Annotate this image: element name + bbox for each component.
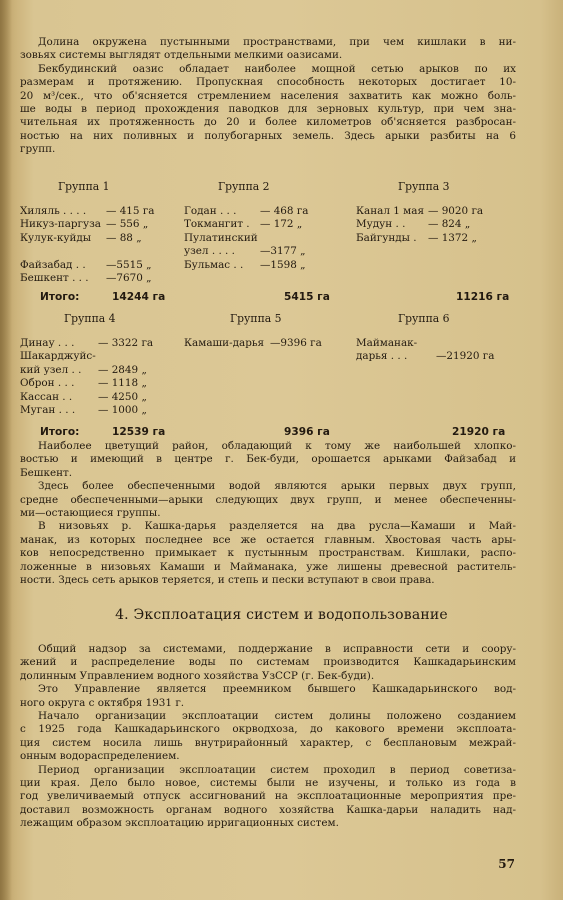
canal-area: — 3322 га [98, 337, 154, 349]
group-5-title: Группа 5 [230, 312, 282, 325]
canal-area: —21920 га [436, 350, 495, 363]
group-2-title: Группа 2 [218, 180, 270, 193]
canal-name: Майманак- [356, 337, 418, 349]
canal-area: — 1372 „ [428, 231, 477, 244]
canal-area: —9396 га [270, 337, 322, 349]
text-line: Это Управление является преемником бывшего Кашкадарьинского вод- [38, 683, 516, 696]
text-line: востью и имеющий в центре г. Бек-буди, орошается арыками Файзабад и [20, 453, 516, 466]
canal-name: Байгунды . [356, 231, 417, 244]
page-binding-shadow [0, 0, 12, 900]
canal-row [20, 364, 153, 377]
canal-area: — 1000 „ [98, 403, 147, 416]
canal-row [356, 232, 483, 245]
text-line: ного округа с октября 1931 г. [20, 696, 185, 709]
canal-row [356, 350, 494, 363]
page-number: 57 [498, 857, 515, 871]
group-4-list [20, 337, 153, 417]
canal-row [20, 218, 154, 231]
text-line: Общий надзор за системами, поддержание в исправности сети и соору- [38, 643, 516, 655]
canal-area: — 415 га [106, 205, 155, 217]
canal-name: Камаши-дарья [184, 337, 265, 349]
group-5-list [184, 337, 322, 350]
text-line: В низовьях р. Кашка-дарья разделяется на два русла—Камаши и Май- [38, 520, 516, 533]
group-2-total: 5415 га [284, 291, 330, 303]
group-5-total: 9396 га [284, 426, 330, 438]
canal-name: Пулатинский [184, 231, 258, 244]
canal-name: дарья . . . [356, 350, 408, 363]
paragraph-bottom [20, 643, 516, 831]
text-line: ция систем носила лишь внутрирайонный характер, с бесплановым межрай- [20, 736, 516, 749]
canal-area: — 468 га [260, 205, 309, 217]
group-3-total: 11216 га [456, 291, 510, 303]
text-line: чительная их протяженность до 20 и более километров об'ясняется разбросан- [20, 116, 516, 129]
canal-row [20, 391, 153, 404]
text-line: долинным Управлением водного хозяйства УзССР (г. Бек-буди). [20, 669, 375, 682]
canal-name: узел . . . . [184, 245, 235, 258]
text-line: онным водораспределением. [20, 750, 180, 763]
canal-area: — 1118 „ [98, 377, 147, 390]
group-1-total: 14244 га [112, 291, 166, 303]
group-6-list [356, 337, 494, 364]
canal-area: —5515 „ [106, 258, 152, 271]
canal-area: — 4250 „ [98, 390, 147, 403]
text-line: Долина окружена пустынными пространствами, при чем кишлаки в ни- [38, 36, 516, 48]
text-line: Начало организации эксплоатации систем долины положено созданием [38, 710, 516, 723]
canal-area: — 9020 га [428, 205, 484, 217]
canal-row [20, 232, 154, 245]
canal-area: — 2849 „ [98, 363, 147, 376]
paragraph-top [20, 36, 516, 157]
text-line: Наиболее цветущий район, обладающий к тому же наибольшей хлопко- [38, 440, 516, 452]
text-line: доставил возможность органам водного хозяйства Кашка-дарьи наладить над- [20, 803, 516, 816]
canal-area: —1598 „ [260, 258, 306, 271]
canal-name: Бешкент . . . [20, 271, 89, 284]
text-line: ми—остающиеся группы. [20, 507, 161, 520]
text-line: ложенные в низовьях Камаши и Майманака, уже лишены древесной раститель- [20, 560, 516, 573]
group-6-total: 21920 га [452, 426, 506, 438]
canal-row [184, 205, 308, 218]
canal-name: Канал 1 мая [356, 205, 425, 217]
canal-row [184, 232, 308, 245]
text-line: жений и распределение воды по системам производится Кашкадарьинским [20, 656, 516, 669]
text-line: манак, из которых последнее все же остается главным. Хвостовая часть ары- [20, 533, 516, 546]
canal-name: Шакарджуйс- [20, 350, 96, 363]
canal-area: —3177 „ [260, 245, 306, 258]
canal-name: Никуз-паргуза [20, 218, 101, 231]
text-line: Здесь более обеспеченными водой являются арыки первых двух групп, [38, 480, 516, 493]
canal-row [20, 245, 154, 258]
canal-name: Годан . . . [184, 205, 237, 217]
canal-area: — 556 „ [106, 218, 149, 231]
canal-area: — 824 „ [428, 218, 471, 231]
canal-row [356, 218, 483, 231]
text-line: ности. Здесь сеть арыков теряется, и степь и пески вступают в свои права. [20, 574, 435, 587]
canal-row [20, 337, 153, 350]
canal-row [356, 205, 483, 218]
canal-name: Кулук-куйды [20, 231, 92, 244]
paragraph-middle [20, 440, 516, 587]
canal-area: — 88 „ [106, 231, 142, 244]
canal-row [20, 404, 153, 417]
canal-area: —7670 „ [106, 271, 152, 284]
canal-row [20, 259, 154, 272]
canal-row [356, 337, 494, 350]
text-line: средне обеспеченными—арыки следующих двух групп, и менее обеспеченны- [20, 493, 516, 506]
group-1-total-label: Итого: [40, 291, 80, 303]
canal-row [20, 377, 153, 390]
text-line: лежащим образом эксплоатацию ирригационных систем. [20, 817, 339, 830]
text-line: Бекбудинский оазис обладает наиболее мощной сетью арыков по их [38, 62, 516, 75]
text-line: Период организации эксплоатации систем проходил в период советиза- [38, 763, 516, 776]
group-4-total: 12539 га [112, 426, 166, 438]
text-line: ностью на них поливных и полубогарных земель. Здесь арыки разбиты на 6 [20, 129, 516, 142]
canal-row [20, 205, 154, 218]
group-2-list [184, 205, 308, 272]
canal-row [20, 350, 153, 363]
group-4-total-label: Итого: [40, 426, 80, 438]
text-line: 20 м³/сек., что об'ясняется стремлением населения захватить как можно боль- [20, 89, 516, 102]
text-line: Бешкент. [20, 466, 73, 479]
text-line: групп. [20, 143, 56, 156]
text-line: размерам и протяжению. Пропускная способность некоторых достигает 10- [20, 76, 516, 89]
group-3-title: Группа 3 [398, 180, 450, 193]
canal-name: Мудун . . [356, 218, 406, 231]
canal-row [184, 218, 308, 231]
canal-name: Хиляль . . . . [20, 205, 87, 217]
canal-row [20, 272, 154, 285]
canal-row [184, 259, 308, 272]
canal-name: Файзабад . . [20, 258, 86, 271]
section-heading: 4. Эксплоатация систем и водопользование [115, 607, 448, 623]
group-1-title: Группа 1 [58, 180, 110, 193]
group-4-title: Группа 4 [64, 312, 116, 325]
text-line: ков непосредственно примыкает к пустынным пространствам. Кишлаки, распо- [20, 547, 516, 560]
canal-name: Муган . . . [20, 403, 76, 416]
group-3-list [356, 205, 483, 245]
canal-name: Динау . . . [20, 337, 75, 349]
text-line: ше воды в период прохождения паводков для зерновых культур, при чем зна- [20, 103, 516, 116]
canal-area: — 172 „ [260, 218, 303, 231]
text-line: ции края. Дело было новое, системы были не изучены, и только из года в [20, 777, 516, 790]
canal-name: Токмангит . [184, 218, 250, 231]
text-line: зовьях системы выглядят отдельными мелкими оазисами. [20, 49, 343, 62]
canal-row [184, 337, 322, 350]
text-line: с 1925 года Кашкадарьинского окрводхоза, до какового времени эксплоата- [20, 723, 516, 736]
canal-name: Кассан . . [20, 390, 73, 403]
canal-name: Оброн . . . [20, 377, 75, 390]
text-line: год увеличиваемый отпуск ассигнований на эксплоатационные мероприятия пре- [20, 790, 516, 803]
canal-name: Бульмас . . [184, 258, 244, 271]
canal-row [184, 245, 308, 258]
canal-name: кий узел . . [20, 363, 82, 376]
group-6-title: Группа 6 [398, 312, 450, 325]
group-1-list [20, 205, 154, 285]
